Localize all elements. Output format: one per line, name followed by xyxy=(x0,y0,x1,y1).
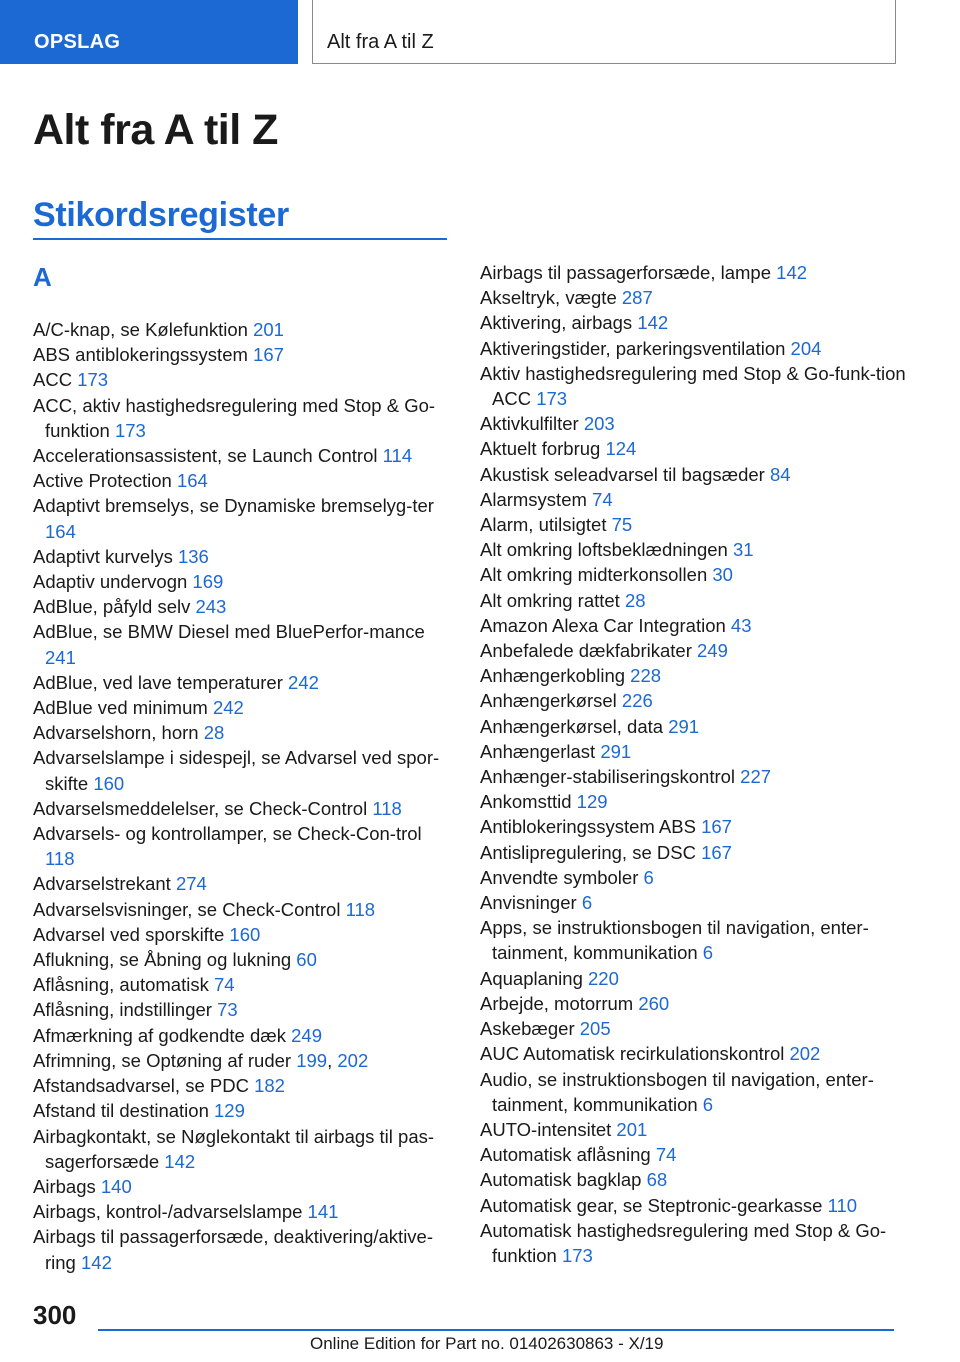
index-entry xyxy=(480,915,910,965)
index-entry xyxy=(33,1174,453,1199)
page-reference-link[interactable]: 173 xyxy=(536,388,568,410)
index-entry-text: Afmærkning af godkendte dæk xyxy=(33,1024,286,1046)
section-title: Stikordsregister xyxy=(33,196,289,234)
page-reference-link[interactable]: 291 xyxy=(668,715,700,737)
index-entry xyxy=(480,336,910,361)
page-reference-link[interactable]: 291 xyxy=(600,740,632,762)
page-reference-link[interactable]: 6 xyxy=(702,1093,714,1115)
page-reference-link[interactable]: 205 xyxy=(579,1018,611,1040)
index-entry-text: Automatisk gear, se Steptronic-gearkasse xyxy=(480,1194,823,1216)
index-entry-text: Advarsel ved sporskifte xyxy=(33,923,225,945)
index-entry-text: AUC Automatisk recirkulationskontrol xyxy=(480,1043,785,1065)
index-entry-text: Aktuelt forbrug xyxy=(480,438,601,460)
index-entry-text: Arbejde, motorrum xyxy=(480,992,634,1014)
index-entry-text: Aflukning, se Åbning og lukning xyxy=(33,949,292,971)
page-title: Alt fra A til Z xyxy=(33,106,278,154)
index-entry xyxy=(33,821,453,871)
index-entry-text: Afstand til destination xyxy=(33,1100,209,1122)
page-reference-link[interactable]: 124 xyxy=(605,438,637,460)
page-reference-link[interactable]: 160 xyxy=(229,923,261,945)
index-column-left xyxy=(33,262,453,1275)
page-reference-link[interactable]: 202 xyxy=(337,1049,369,1071)
index-entry xyxy=(480,462,910,487)
index-entry-text: A/C-knap, se Kølefunktion xyxy=(33,319,248,340)
index-entry xyxy=(480,688,910,713)
page-reference-link[interactable]: 114 xyxy=(382,445,413,467)
index-letter: A xyxy=(33,262,52,292)
index-entry-text: AdBlue, se BMW Diesel med BluePerfor-mance xyxy=(33,621,425,643)
index-entry-text: Anhængerkørsel, data xyxy=(480,715,664,737)
page-reference-link[interactable]: 43 xyxy=(730,614,752,636)
page-reference-link[interactable]: 142 xyxy=(637,312,669,334)
index-list-left xyxy=(33,317,453,1275)
index-entry-text: Aktivering, airbags xyxy=(480,312,633,334)
page-reference-link[interactable]: 142 xyxy=(164,1150,196,1172)
index-entry-text: Antislipregulering, se DSC xyxy=(480,841,696,863)
page-reference-link[interactable]: 74 xyxy=(592,488,613,510)
index-entry xyxy=(480,890,910,915)
index-entry xyxy=(480,1117,910,1142)
index-entry-text: Airbags xyxy=(33,1175,96,1197)
page-reference-link[interactable]: 136 xyxy=(177,545,209,567)
page-reference-link[interactable]: 201 xyxy=(616,1118,648,1140)
index-entry xyxy=(33,695,453,720)
index-entry-text: Advarselshorn, horn xyxy=(33,722,199,744)
index-entry-text: ABS antiblokeringssystem xyxy=(33,344,248,366)
page-reference-link[interactable]: 118 xyxy=(345,898,376,920)
index-entry-text: Adaptiv undervogn xyxy=(33,571,188,593)
page-reference-link[interactable]: 227 xyxy=(740,766,772,788)
index-entry xyxy=(33,745,453,795)
index-entry xyxy=(33,317,453,342)
index-entry-text: Automatisk hastighedsregulering med Stop & Go-funktion xyxy=(480,1219,887,1266)
index-entry xyxy=(480,966,910,991)
page-reference-link[interactable]: 28 xyxy=(203,722,225,744)
index-entry-text: Anvendte symboler xyxy=(480,866,639,888)
index-entry-text: Airbagkontakt, se Nøglekontakt til airbags til pas-sagerforsæde xyxy=(33,1125,435,1172)
index-entry xyxy=(33,619,453,669)
index-entry xyxy=(480,714,910,739)
index-entry-text: Anvisninger xyxy=(480,892,577,914)
page-reference-link[interactable]: 118 xyxy=(372,797,402,819)
page-reference-link[interactable]: 164 xyxy=(176,470,208,492)
page-reference-link[interactable]: 242 xyxy=(212,697,244,719)
index-entry xyxy=(480,436,910,461)
page-reference-link[interactable]: 173 xyxy=(114,419,146,441)
page-reference-link[interactable]: 74 xyxy=(655,1144,677,1166)
index-entry xyxy=(480,260,910,285)
page-reference-link[interactable]: 167 xyxy=(701,841,732,863)
page-reference-link[interactable]: 75 xyxy=(611,514,633,536)
page-reference-link[interactable]: 274 xyxy=(175,873,207,895)
page-reference-link[interactable]: 110 xyxy=(827,1194,858,1216)
index-entry-text: Aflåsning, indstillinger xyxy=(33,999,212,1021)
index-entry-text: Automatisk bagklap xyxy=(480,1169,642,1191)
page-reference-link[interactable]: 31 xyxy=(732,539,754,561)
index-entry-text: Ankomsttid xyxy=(480,791,572,813)
index-entry xyxy=(33,493,453,543)
index-entry-text: Alarmsystem xyxy=(480,488,587,510)
index-entry-text: Anbefalede dækfabrikater xyxy=(480,640,692,662)
index-entry xyxy=(33,342,453,367)
page-reference-link[interactable]: 202 xyxy=(789,1043,821,1065)
index-list-right xyxy=(480,260,910,1268)
page-reference-link[interactable]: 199 xyxy=(296,1049,328,1071)
index-entry-text: Askebæger xyxy=(480,1018,575,1040)
index-entry xyxy=(480,1193,910,1218)
index-entry-text: Aquaplaning xyxy=(480,967,583,989)
index-entry-text: Amazon Alexa Car Integration xyxy=(480,614,726,636)
footer-divider xyxy=(98,1329,894,1331)
section-tab[interactable]: OPSLAG xyxy=(0,0,298,64)
index-entry-text: Aktivkulfilter xyxy=(480,413,579,435)
index-entry-text: Advarselslampe i sidespejl, se Advarsel ved spor-skifte xyxy=(33,747,440,794)
page-reference-link[interactable]: 160 xyxy=(93,772,125,794)
page-reference-link[interactable]: 30 xyxy=(712,564,733,586)
page-reference-link[interactable]: 129 xyxy=(576,791,608,813)
index-entry xyxy=(480,562,910,587)
index-entry-text: Advarselsvisninger, se Check-Control xyxy=(33,898,341,920)
chapter-tab[interactable]: Alt fra A til Z xyxy=(312,0,896,64)
index-entry xyxy=(33,897,453,922)
page-reference-link[interactable]: 241 xyxy=(45,646,76,668)
page-reference-link[interactable]: 249 xyxy=(697,640,728,662)
page-reference-link[interactable]: 73 xyxy=(217,999,238,1021)
page-reference-link[interactable]: 173 xyxy=(561,1244,593,1266)
index-entry xyxy=(480,638,910,663)
footer-edition-text: Online Edition for Part no. 01402630863 - X/19 xyxy=(310,1334,664,1353)
index-entry xyxy=(33,1199,453,1224)
index-entry xyxy=(33,1073,453,1098)
index-entry-text: AdBlue, påfyld selv xyxy=(33,596,191,618)
index-entry-text: Airbags, kontrol-/advarselslampe xyxy=(33,1201,303,1223)
index-entry xyxy=(480,285,910,310)
index-entry-text: AdBlue ved minimum xyxy=(33,697,208,719)
index-entry-text: Afstandsadvarsel, se PDC xyxy=(33,1075,249,1097)
index-entry-text: Aktiv hastighedsregulering med Stop & Go-funk-tion ACC xyxy=(480,362,906,410)
index-entry-text: Anhængerkørsel xyxy=(480,690,617,712)
index-entry-text: Alt omkring midterkonsollen xyxy=(480,564,708,586)
index-entry-text: Advarselstrekant xyxy=(33,873,171,895)
index-entry xyxy=(480,1142,910,1167)
page-reference-link[interactable]: 28 xyxy=(624,589,646,611)
page-reference-link[interactable]: 84 xyxy=(769,463,791,485)
index-entry-text: Aflåsning, automatisk xyxy=(33,974,209,996)
index-entry xyxy=(33,393,453,443)
page-reference-link[interactable]: 6 xyxy=(643,866,654,888)
page-reference-link[interactable]: 6 xyxy=(702,942,714,964)
page-reference-link[interactable]: 226 xyxy=(621,690,653,712)
page-reference-link[interactable]: 129 xyxy=(214,1100,245,1122)
index-entry-text: Akseltryk, vægte xyxy=(480,287,617,309)
index-entry xyxy=(480,1167,910,1192)
page-reference-link[interactable]: 142 xyxy=(81,1251,112,1273)
index-entry xyxy=(480,865,910,890)
index-column-right xyxy=(480,260,910,1268)
index-entry xyxy=(33,544,453,569)
index-entry-text: Audio, se instruktionsbogen til navigation, enter-tainment, kommunikation xyxy=(480,1068,874,1115)
index-entry-text: Accelerationsassistent, se Launch Control xyxy=(33,445,378,467)
page-reference-link[interactable]: 287 xyxy=(621,287,653,309)
page-reference-link[interactable]: 6 xyxy=(581,892,593,914)
index-entry xyxy=(33,947,453,972)
index-entry xyxy=(480,361,910,411)
page-reference-link[interactable]: 220 xyxy=(588,967,619,989)
index-entry-text: Antiblokeringssystem ABS xyxy=(480,816,696,838)
page-reference-link[interactable]: 60 xyxy=(296,949,317,971)
index-entry-text: Apps, se instruktionsbogen til navigation, enter-tainment, kommunikation xyxy=(480,917,869,964)
index-entry-text: Alt omkring loftsbeklædningen xyxy=(480,539,728,561)
index-entry-text: Alt omkring rattet xyxy=(480,589,620,611)
index-entry-text: Akustisk seleadvarsel til bagsæder xyxy=(480,463,765,485)
page-reference-link[interactable]: 68 xyxy=(646,1169,668,1191)
page-reference-link[interactable]: 243 xyxy=(195,596,227,618)
index-entry xyxy=(33,871,453,896)
index-entry xyxy=(33,972,453,997)
index-entry xyxy=(480,764,910,789)
page-reference-link[interactable]: 169 xyxy=(192,571,224,593)
page-reference-link[interactable]: 167 xyxy=(701,816,732,838)
index-entry xyxy=(480,411,910,436)
index-entry xyxy=(33,670,453,695)
page-reference-link[interactable]: 260 xyxy=(638,992,670,1014)
index-entry-text: Adaptivt kurvelys xyxy=(33,545,173,567)
index-entry xyxy=(480,1067,910,1117)
index-entry xyxy=(33,1023,453,1048)
index-entry xyxy=(480,310,910,335)
index-entry xyxy=(480,537,910,562)
index-entry: Afrimning, se Optøning af ruder 199, 202 xyxy=(33,1049,369,1071)
index-entry xyxy=(33,443,453,468)
index-entry xyxy=(480,487,910,512)
index-entry-text: Airbags til passagerforsæde, deaktivering/aktive-ring xyxy=(33,1226,433,1273)
index-entry-text: Afrimning, se Optøning af ruder xyxy=(33,1049,292,1071)
index-entry-text: ACC xyxy=(33,369,73,391)
page-reference-link[interactable]: 201 xyxy=(253,319,284,340)
index-entry xyxy=(480,789,910,814)
index-entry-text: Anhængerlast xyxy=(480,740,596,762)
page-reference-link[interactable]: 228 xyxy=(630,665,662,687)
index-entry-text: ACC, aktiv hastighedsregulering med Stop & Go-funktion xyxy=(33,394,436,441)
index-entry xyxy=(480,512,910,537)
index-entry xyxy=(480,613,910,638)
index-entry xyxy=(480,1016,910,1041)
index-entry xyxy=(33,796,453,821)
page-reference-link[interactable]: 249 xyxy=(291,1024,322,1046)
index-entry xyxy=(33,594,453,619)
index-entry-text: Active Protection xyxy=(33,470,172,492)
index-entry-text: Automatisk aflåsning xyxy=(480,1144,651,1166)
index-entry xyxy=(480,663,910,688)
page-reference-link[interactable]: 164 xyxy=(45,520,76,542)
index-entry xyxy=(33,468,453,493)
index-entry xyxy=(33,922,453,947)
index-entry xyxy=(33,1098,453,1123)
page-reference-link[interactable]: 140 xyxy=(100,1175,132,1197)
index-entry xyxy=(480,1041,910,1066)
index-entry-text: Anhængerkobling xyxy=(480,665,626,687)
page-reference-link[interactable]: 173 xyxy=(77,369,109,391)
page-number: 300 xyxy=(33,1300,77,1330)
index-entry xyxy=(33,569,453,594)
index-entry xyxy=(480,840,910,865)
index-entry xyxy=(33,997,453,1022)
page-reference-link[interactable]: 142 xyxy=(776,262,808,283)
index-entry xyxy=(480,739,910,764)
index-entry-text: Adaptivt bremselys, se Dynamiske bremselyg-ter xyxy=(33,495,434,517)
page-reference-link[interactable]: 203 xyxy=(583,413,615,435)
index-entry-text: Airbags til passagerforsæde, lampe xyxy=(480,262,772,283)
page-reference-link[interactable]: 141 xyxy=(307,1201,339,1223)
index-entry-text: Advarsels- og kontrollamper, se Check-Con-trol xyxy=(33,823,422,845)
page-reference-link[interactable]: 74 xyxy=(213,974,235,996)
page-reference-link[interactable]: 118 xyxy=(45,848,75,870)
index-entry-text: Aktiveringstider, parkeringsventilation xyxy=(480,337,786,359)
index-entry-text: AdBlue, ved lave temperaturer xyxy=(33,671,283,693)
index-entry xyxy=(480,588,910,613)
index-entry-text: AUTO-intensitet xyxy=(480,1118,612,1140)
index-entry-text: Anhænger-stabiliseringskontrol xyxy=(480,766,736,788)
index-entry xyxy=(33,367,453,392)
page-reference-link[interactable]: 167 xyxy=(253,344,284,366)
index-entry xyxy=(480,1218,910,1268)
index-entry-text: Advarselsmeddelelser, se Check-Control xyxy=(33,797,368,819)
page-reference-link[interactable]: 182 xyxy=(254,1075,285,1097)
index-entry xyxy=(33,1224,453,1274)
index-entry-text: Alarm, utilsigtet xyxy=(480,514,607,536)
index-entry xyxy=(33,720,453,745)
section-divider xyxy=(33,238,447,240)
index-entry xyxy=(480,814,910,839)
page-reference-link[interactable]: 204 xyxy=(790,337,822,359)
index-entry xyxy=(480,991,910,1016)
index-entry xyxy=(33,1124,453,1174)
page-reference-link[interactable]: 242 xyxy=(288,671,319,693)
